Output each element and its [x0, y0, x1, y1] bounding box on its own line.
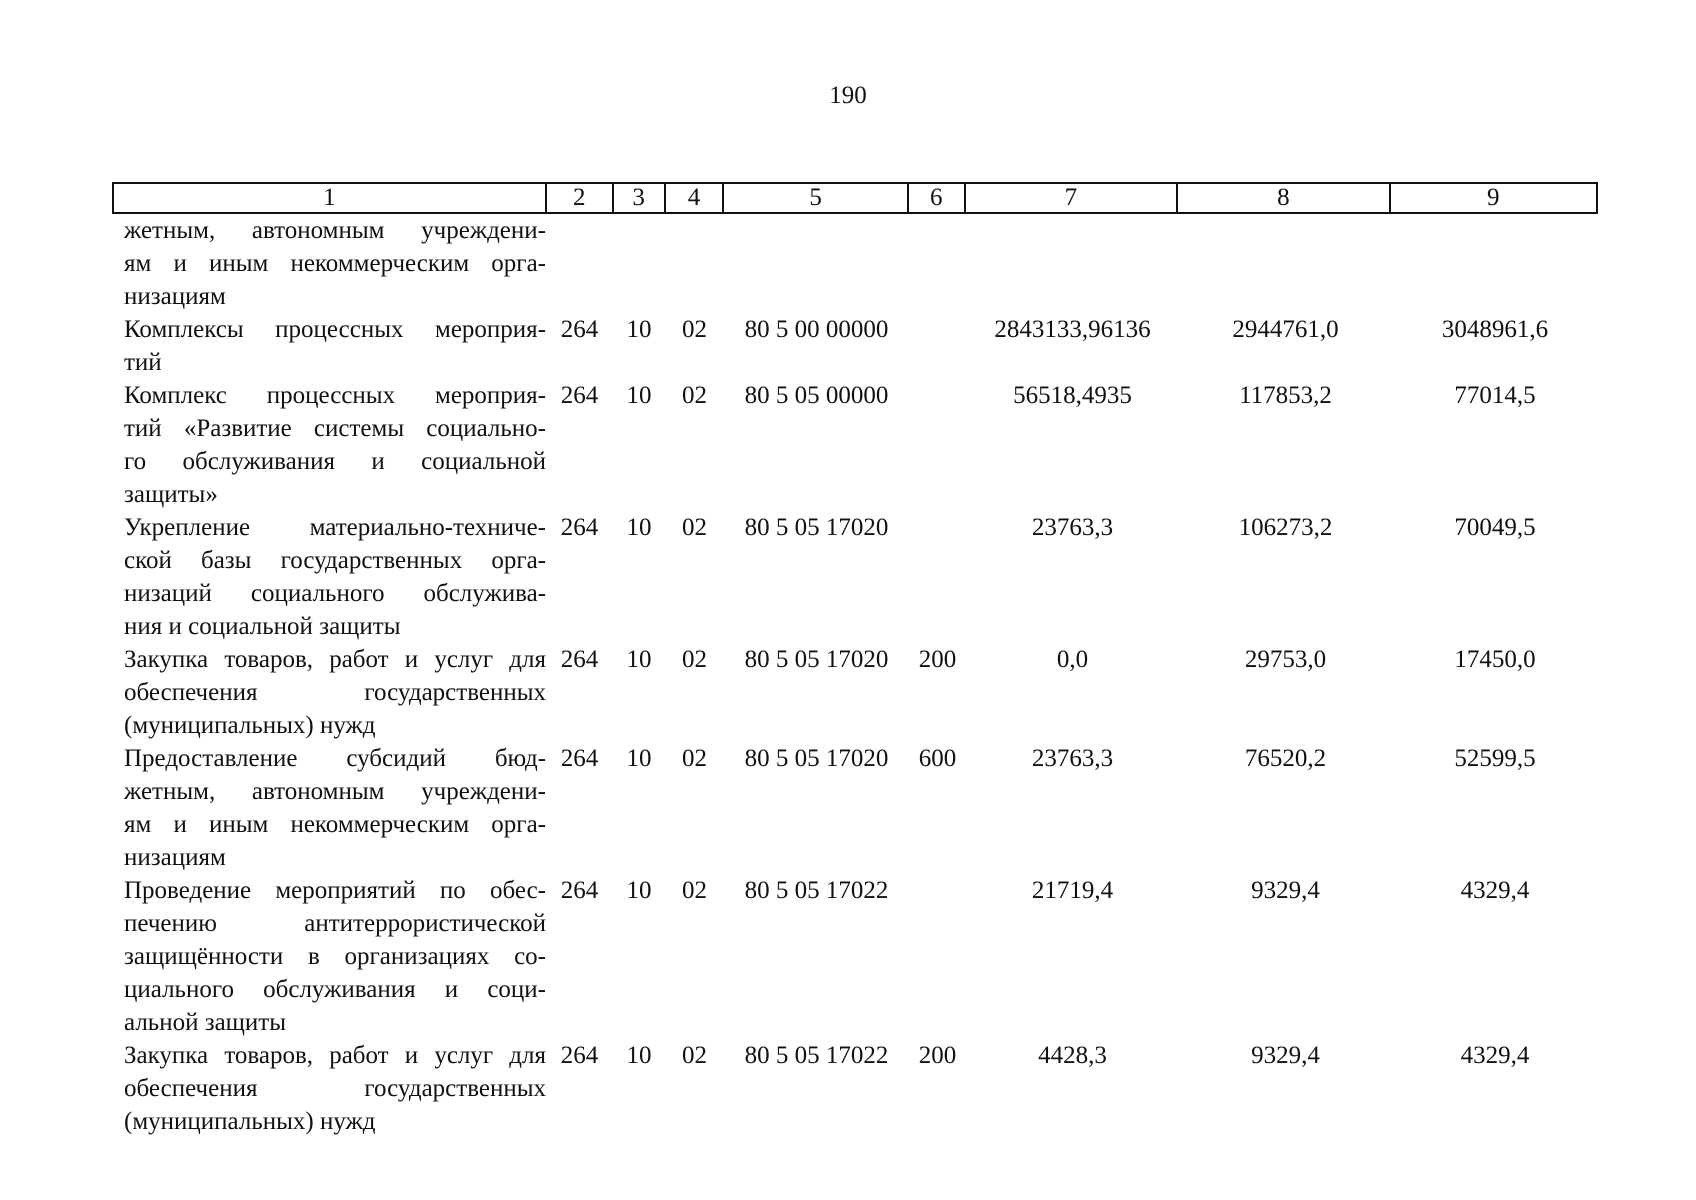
cell-col-4: 02	[682, 382, 707, 409]
table-body	[112, 214, 1598, 1138]
page-number: 190	[829, 82, 867, 109]
header-cell-6: 6	[909, 184, 966, 212]
cell-col-2: 264	[560, 382, 599, 409]
cell-col-3: 10	[626, 1042, 652, 1069]
table-row	[112, 313, 1598, 379]
cell-col-3: 10	[626, 745, 652, 772]
description-line: ям и иным некоммерческим орга-	[124, 811, 546, 838]
cell-col-3: 10	[626, 646, 652, 673]
cell-col-9	[1392, 214, 1598, 313]
header-cell-7: 7	[966, 184, 1178, 212]
cell-col-9: 17450,0	[1454, 646, 1536, 673]
description-line: ния и социальной защиты	[124, 613, 401, 640]
description-line: го обслуживания и социальной	[124, 448, 546, 475]
cell-col-8: 2944761,0	[1232, 316, 1339, 343]
description-line: альной защиты	[124, 1009, 287, 1036]
cell-col-4: 02	[682, 745, 707, 772]
row-description	[112, 313, 546, 379]
table-row	[112, 874, 1598, 1039]
header-cell-3: 3	[614, 184, 666, 212]
table-row	[112, 511, 1598, 643]
cell-col-8: 117853,2	[1239, 382, 1332, 409]
description-line: низаций социального обслужива-	[124, 580, 546, 607]
description-line: ской базы государственных орга-	[124, 547, 546, 574]
description-line: защищённости в организациях со-	[124, 943, 546, 970]
cell-col-5: 80 5 05 17022	[744, 1042, 889, 1069]
cell-col-8: 29753,0	[1244, 646, 1327, 673]
cell-col-9: 77014,5	[1454, 382, 1536, 409]
description-line: низациям	[124, 844, 226, 871]
cell-col-3	[613, 214, 665, 313]
description-line: (муниципальных) нужд	[124, 1108, 376, 1135]
row-description	[112, 1039, 546, 1138]
description-line: циального обслуживания и соци-	[124, 976, 546, 1003]
row-description	[112, 742, 546, 874]
cell-col-8: 106273,2	[1238, 514, 1333, 541]
cell-col-6: 200	[918, 646, 957, 673]
description-line: тий	[124, 349, 162, 376]
cell-col-8: 9329,4	[1251, 1042, 1320, 1069]
row-description	[112, 379, 546, 511]
cell-col-8	[1179, 214, 1392, 313]
cell-col-7: 2843133,96136	[994, 316, 1151, 343]
cell-col-7: 56518,4935	[1013, 382, 1132, 409]
description-line: низациям	[124, 283, 226, 310]
cell-col-7: 23763,3	[1031, 514, 1114, 541]
cell-col-7: 23763,3	[1031, 745, 1114, 772]
cell-col-9: 52599,5	[1454, 745, 1536, 772]
description-line: жетным, автономным учреждени-	[124, 217, 546, 244]
description-line: ям и иным некоммерческим орга-	[124, 250, 546, 277]
cell-col-4: 02	[682, 316, 707, 343]
cell-col-2: 264	[560, 514, 599, 541]
cell-col-5: 80 5 05 17020	[744, 514, 889, 541]
row-description	[112, 874, 546, 1039]
description-line: (муниципальных) нужд	[124, 712, 376, 739]
cell-col-9: 3048961,6	[1441, 316, 1549, 343]
header-cell-2: 2	[547, 184, 614, 212]
cell-col-8: 9329,4	[1251, 877, 1320, 904]
table-row	[112, 1039, 1598, 1138]
table-row	[112, 643, 1598, 742]
row-description	[112, 643, 546, 742]
cell-col-9: 70049,5	[1454, 514, 1536, 541]
cell-col-2: 264	[560, 1042, 599, 1069]
table-row	[112, 742, 1598, 874]
cell-col-4: 02	[682, 877, 707, 904]
description-line: Комплекс процессных мероприя-	[124, 382, 546, 409]
header-cell-1: 1	[114, 184, 547, 212]
cell-col-7: 4428,3	[1038, 1042, 1107, 1069]
cell-col-4: 02	[682, 1042, 707, 1069]
cell-col-7: 0,0	[1056, 646, 1089, 673]
cell-col-6	[909, 874, 966, 1039]
cell-col-5: 80 5 05 00000	[744, 382, 889, 409]
description-line: Проведение мероприятий по обес-	[124, 877, 546, 904]
cell-col-4: 02	[682, 646, 707, 673]
row-description	[112, 511, 546, 643]
header-cell-5: 5	[724, 184, 909, 212]
description-line: Закупка товаров, работ и услуг для	[124, 646, 546, 673]
table-row	[112, 214, 1598, 313]
cell-col-8: 76520,2	[1244, 745, 1327, 772]
cell-col-2: 264	[560, 316, 599, 343]
cell-col-3: 10	[626, 382, 652, 409]
description-line: печению антитеррористической	[124, 910, 546, 937]
row-description	[112, 214, 546, 313]
cell-col-7	[966, 214, 1179, 313]
header-cell-9: 9	[1487, 184, 1500, 211]
cell-col-3: 10	[626, 316, 652, 343]
cell-col-6: 600	[918, 745, 957, 772]
header-cell-8: 8	[1178, 184, 1390, 212]
description-line: Комплексы процессных мероприя-	[124, 316, 546, 343]
cell-col-2	[546, 214, 613, 313]
cell-col-6	[909, 313, 966, 379]
description-line: обеспечения государственных	[124, 679, 546, 706]
cell-col-9: 4329,4	[1460, 1042, 1530, 1069]
description-line: обеспечения государственных	[124, 1075, 546, 1102]
cell-col-6	[909, 379, 966, 511]
table-row	[112, 379, 1598, 511]
cell-col-2: 264	[560, 646, 599, 673]
cell-col-5: 80 5 05 17020	[744, 745, 889, 772]
cell-col-5: 80 5 00 00000	[744, 316, 889, 343]
cell-col-6	[909, 214, 966, 313]
cell-col-3: 10	[626, 877, 652, 904]
cell-col-9: 4329,4	[1460, 877, 1530, 904]
cell-col-5: 80 5 05 17022	[744, 877, 889, 904]
description-line: тий «Развитие системы социально-	[124, 415, 546, 442]
description-line: защиты»	[124, 481, 218, 508]
cell-col-5	[724, 214, 909, 313]
header-cell-4: 4	[666, 184, 725, 212]
cell-col-4: 02	[682, 514, 707, 541]
table-header	[112, 182, 1598, 214]
description-line: Укрепление материально-техниче-	[124, 514, 546, 541]
cell-col-2: 264	[560, 745, 599, 772]
description-line: Закупка товаров, работ и услуг для	[124, 1042, 546, 1069]
cell-col-3: 10	[626, 514, 652, 541]
cell-col-4	[665, 214, 724, 313]
description-line: Предоставление субсидий бюд-	[124, 745, 546, 772]
cell-col-2: 264	[560, 877, 599, 904]
cell-col-6: 200	[918, 1042, 957, 1069]
description-line: жетным, автономным учреждени-	[124, 778, 546, 805]
cell-col-5: 80 5 05 17020	[744, 646, 889, 673]
cell-col-6	[909, 511, 966, 643]
cell-col-7: 21719,4	[1031, 877, 1114, 904]
